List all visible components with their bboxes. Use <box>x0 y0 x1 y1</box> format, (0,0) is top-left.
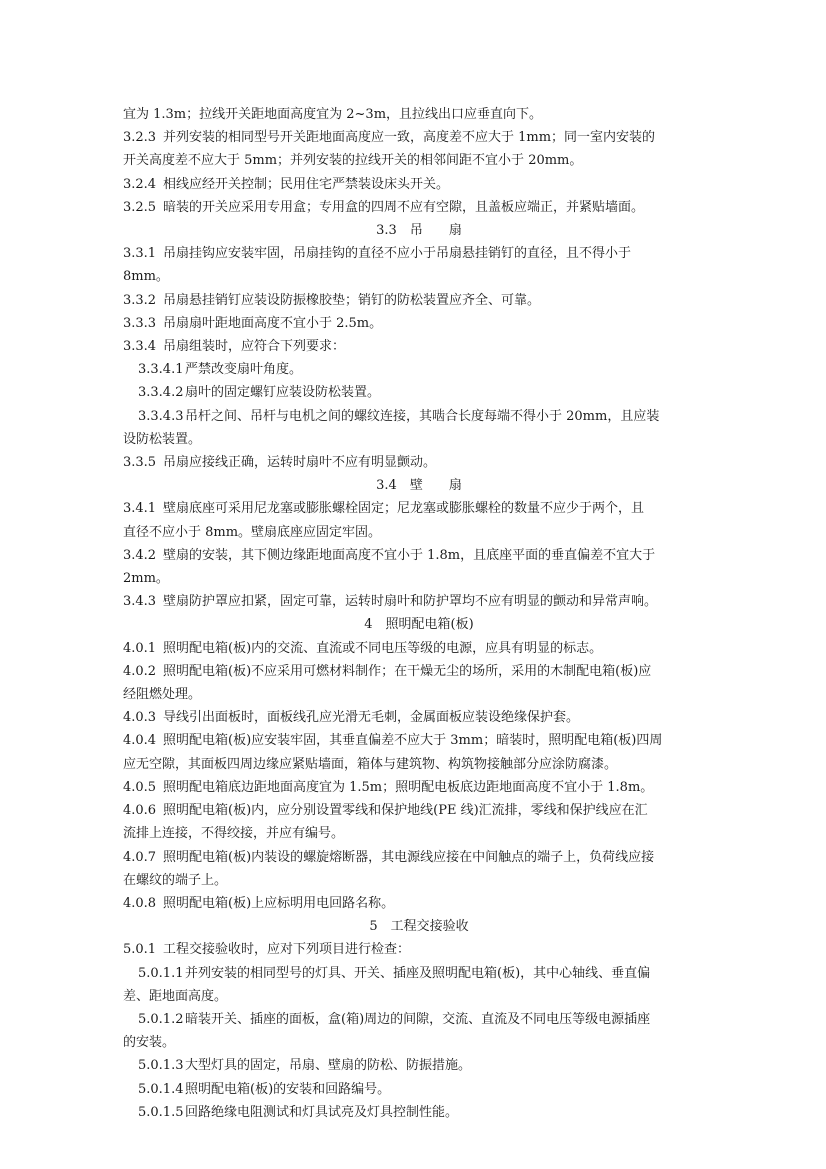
continuation-line <box>123 567 715 590</box>
clause-text: 吊扇扇叶距地面高度不宜小于 2.5m。 <box>163 315 383 331</box>
clause-line <box>123 381 715 404</box>
clause-text: 导线引出面板时，面板线孔应光滑无毛刺，金属面板应装设绝缘保护套。 <box>163 710 580 726</box>
clause-line <box>123 196 715 219</box>
clause-line <box>123 1008 715 1031</box>
clause-number: 3.2.4 <box>123 176 157 192</box>
clause-text: 壁扇防护罩应扣紧，固定可靠，运转时扇叶和防护罩均不应有明显的颤动和异常声响。 <box>163 594 658 610</box>
clause-text: 3.3 吊 扇 <box>376 223 462 239</box>
clause-text: 差、距地面高度。 <box>123 988 228 1004</box>
clause-text: 5 工程交接验收 <box>369 919 469 935</box>
clause-text: 流排上连接，不得绞接，并应有编号。 <box>123 826 345 842</box>
clause-text: 大型灯具的固定，吊扇、壁扇的防松、防振措施。 <box>185 1058 472 1074</box>
clause-text: 照明配电箱(板)不应采用可燃材料制作；在干燥无尘的场所，采用的木制配电箱(板)应 <box>163 663 652 679</box>
clause-line <box>123 590 715 613</box>
clause-number: 5.0.1.4 <box>138 1081 184 1097</box>
clause-text: 开关高度差不应大于 5mm；并列安装的拉线开关的相邻间距不宜小于 20mm。 <box>123 153 583 169</box>
clause-number: 3.3.1 <box>123 246 157 262</box>
clause-text: 照明配电箱(板)内，应分别设置零线和保护地线(PE 线)汇流排，零线和保护线应在汇 <box>163 803 648 819</box>
clause-number: 3.3.4 <box>123 339 157 355</box>
clause-text: 在螺纹的端子上。 <box>123 872 228 888</box>
clause-text: 设防松装置。 <box>123 431 202 447</box>
clause-number: 5.0.1.5 <box>138 1104 184 1120</box>
clause-number: 4.0.1 <box>123 640 157 656</box>
clause-number: 4.0.6 <box>123 803 157 819</box>
continuation-line <box>123 1031 715 1054</box>
clause-text: 并列安装的相同型号开关距地面高度应一致，高度差不应大于 1mm；同一室内安装的 <box>163 130 656 146</box>
clause-line <box>123 289 715 312</box>
clause-line <box>123 335 715 358</box>
clause-number: 5.0.1.3 <box>138 1058 184 1074</box>
clause-number: 4.0.4 <box>123 733 157 749</box>
clause-text: 8mm。 <box>123 269 169 285</box>
clause-text: 的安装。 <box>123 1035 176 1051</box>
clause-text: 扇叶的固定螺钉应装设防松装置。 <box>185 385 381 401</box>
clause-text: 照明配电箱(板)内装设的螺旋熔断器，其电源线应接在中间触点的端子上，负荷线应接 <box>163 849 655 865</box>
clause-number: 4.0.2 <box>123 663 157 679</box>
clause-line <box>123 1101 715 1124</box>
clause-number: 3.4.2 <box>123 547 157 563</box>
clause-number: 4.0.3 <box>123 710 157 726</box>
clause-text: 4 照明配电箱(板) <box>364 617 474 633</box>
clause-line <box>123 451 715 474</box>
clause-line <box>123 799 715 822</box>
clause-text: 经阻燃处理。 <box>123 687 202 703</box>
continuation-line <box>123 822 715 845</box>
clause-line <box>123 1078 715 1101</box>
clause-text: 回路绝缘电阻测试和灯具试亮及灯具控制性能。 <box>185 1104 459 1120</box>
clause-text: 吊扇应接线正确，运转时扇叶不应有明显颤动。 <box>163 455 437 471</box>
clause-line <box>123 962 715 985</box>
clause-number: 3.2.5 <box>123 199 157 215</box>
clause-text: 暗装开关、插座的面板，盒(箱)周边的间隙，交流、直流及不同电压等级电源插座 <box>185 1011 651 1027</box>
clause-text: 照明配电箱(板)应安装牢固，其垂直偏差不应大于 3mm；暗装时，照明配电箱(板)四周 <box>163 733 663 749</box>
section-heading <box>123 219 715 242</box>
clause-number: 3.3.4.3 <box>138 408 184 424</box>
clause-text: 并列安装的相同型号的灯具、开关、插座及照明配电箱(板)，其中心轴线、垂直偏 <box>185 965 651 981</box>
clause-text: 直径不应小于 8mm。壁扇底座应固定牢固。 <box>123 524 382 540</box>
clause-text: 2mm。 <box>123 571 169 587</box>
clause-number: 3.4.1 <box>123 501 157 517</box>
clause-number: 3.2.3 <box>123 130 157 146</box>
clause-line <box>123 126 715 149</box>
clause-text: 相线应经开关控制；民用住宅严禁装设床头开关。 <box>163 176 450 192</box>
clause-number: 3.3.2 <box>123 292 157 308</box>
clause-line <box>123 706 715 729</box>
clause-text: 照明配电箱底边距地面高度宜为 1.5m；照明配电板底边距地面高度不宜小于 1.8m。 <box>163 779 654 795</box>
continuation-line <box>123 985 715 1008</box>
clause-line <box>123 544 715 567</box>
clause-number: 3.3.5 <box>123 455 157 471</box>
continuation-line <box>123 265 715 288</box>
clause-text: 照明配电箱(板)的安装和回路编号。 <box>185 1081 391 1097</box>
clause-text: 吊杆之间、吊杆与电机之间的螺纹连接，其啮合长度每端不得小于 20mm，且应装 <box>185 408 660 424</box>
continuation-line <box>123 683 715 706</box>
clause-text: 应无空隙，其面板四周边缘应紧贴墙面，箱体与建筑物、构筑物接触部分应涂防腐漆。 <box>123 756 618 772</box>
continuation-line <box>123 103 715 126</box>
clause-line <box>123 637 715 660</box>
clause-line <box>123 312 715 335</box>
continuation-line <box>123 753 715 776</box>
clause-line <box>123 405 715 428</box>
continuation-line <box>123 869 715 892</box>
clause-text: 吊扇挂钩应安装牢固，吊扇挂钩的直径不应小于吊扇悬挂销钉的直径，且不得小于 <box>163 246 632 262</box>
clause-number: 3.3.3 <box>123 315 157 331</box>
clause-text: 吊扇悬挂销钉应装设防振橡胶垫；销钉的防松装置应齐全、可靠。 <box>163 292 541 308</box>
clause-line <box>123 173 715 196</box>
clause-number: 3.3.4.2 <box>138 385 184 401</box>
clause-text: 严禁改变扇叶角度。 <box>185 362 303 378</box>
continuation-line <box>123 149 715 172</box>
clause-line <box>123 938 715 961</box>
clause-line <box>123 729 715 752</box>
continuation-line <box>123 428 715 451</box>
clause-text: 暗装的开关应采用专用盒；专用盒的四周不应有空隙，且盖板应端正，并紧贴墙面。 <box>163 199 645 215</box>
continuation-line <box>123 521 715 544</box>
clause-text: 壁扇的安装，其下侧边缘距地面高度不宜小于 1.8m，且底座平面的垂直偏差不宜大于 <box>163 547 656 563</box>
clause-line <box>123 660 715 683</box>
section-heading <box>123 915 715 938</box>
clause-number: 4.0.7 <box>123 849 157 865</box>
clause-number: 5.0.1.2 <box>138 1011 184 1027</box>
clause-number: 4.0.5 <box>123 779 157 795</box>
clause-number: 5.0.1 <box>123 942 157 958</box>
clause-number: 5.0.1.1 <box>138 965 184 981</box>
section-heading <box>123 613 715 636</box>
clause-text: 吊扇组装时，应符合下列要求： <box>163 339 346 355</box>
clause-text: 3.4 壁 扇 <box>376 478 462 494</box>
clause-line <box>123 1054 715 1077</box>
clause-number: 3.3.4.1 <box>138 362 184 378</box>
clause-line <box>123 846 715 869</box>
clause-text: 照明配电箱(板)内的交流、直流或不同电压等级的电源，应具有明显的标志。 <box>163 640 603 656</box>
clause-number: 4.0.8 <box>123 895 157 911</box>
clause-line <box>123 497 715 520</box>
clause-text: 壁扇底座可采用尼龙塞或膨胀螺栓固定；尼龙塞或膨胀螺栓的数量不应少于两个，且 <box>163 501 645 517</box>
document-body <box>123 103 715 1124</box>
section-heading <box>123 474 715 497</box>
clause-text: 工程交接验收时，应对下列项目进行检查： <box>163 942 411 958</box>
clause-text: 宜为 1.3m；拉线开关距地面高度宜为 2~3m，且拉线出口应垂直向下。 <box>123 107 543 122</box>
clause-line <box>123 242 715 265</box>
clause-line <box>123 776 715 799</box>
clause-line <box>123 892 715 915</box>
clause-line <box>123 358 715 381</box>
clause-number: 3.4.3 <box>123 594 157 610</box>
clause-text: 照明配电箱(板)上应标明用电回路名称。 <box>163 895 395 911</box>
